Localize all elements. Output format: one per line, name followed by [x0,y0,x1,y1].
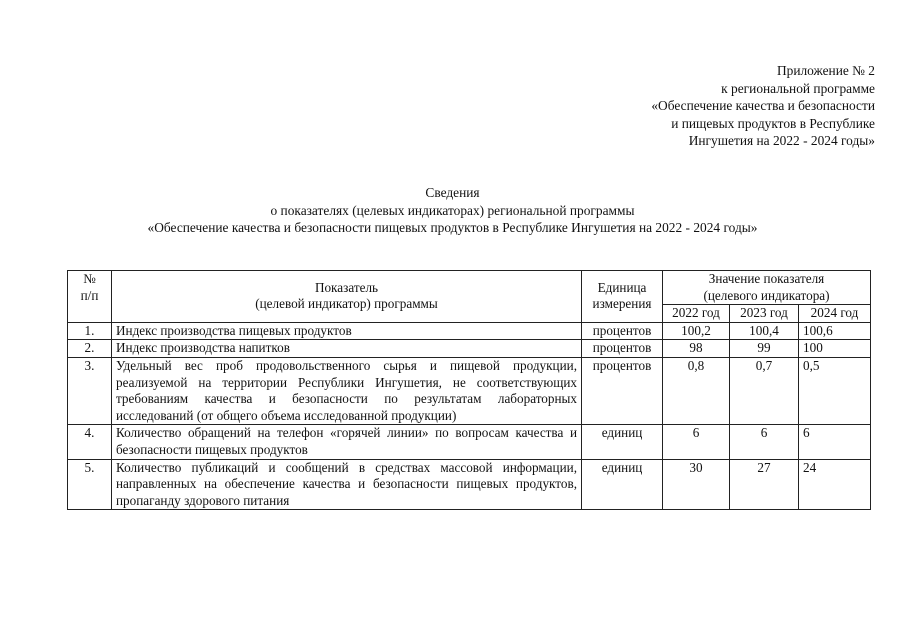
row-value-2023: 100,4 [730,322,799,340]
row-num: 1. [68,322,112,340]
appendix-line: Ингушетия на 2022 - 2024 годы» [688,133,875,149]
row-unit: единиц [582,425,663,459]
row-value-2023: 0,7 [730,357,799,424]
indicators-table [67,270,871,510]
row-indicator: Удельный вес проб продовольственного сырья и пищевой продукции, реализуемой на территории Республики Ингушетия, не соответствующих требованиям качества и безопасности по результатам лабораторных исследований (от общего объема исследованной продукции) [112,357,582,424]
row-num: 5. [68,459,112,510]
row-unit: процентов [582,322,663,340]
row-value-2023: 27 [730,459,799,510]
header-indicator-cell: Показатель (целевой индикатор) программы [112,271,582,323]
row-value-2024: 100,6 [799,322,871,340]
row-value-2022: 30 [663,459,730,510]
row-value-2024: 6 [799,425,871,459]
document-heading [0,184,905,237]
row-unit: процентов [582,357,663,424]
row-num: 2. [68,340,112,358]
row-unit: процентов [582,340,663,358]
table-row [68,459,871,510]
row-num: 3. [68,357,112,424]
row-indicator: Индекс производства пищевых продуктов [112,322,582,340]
header-year-2022: 2022 год [663,305,730,323]
row-value-2024: 0,5 [799,357,871,424]
appendix-line: и пищевых продуктов в Республике [671,115,875,131]
row-value-2023: 99 [730,340,799,358]
table-row [68,357,871,424]
heading-subtitle: о показателях (целевых индикаторах) региональной программы [270,202,635,218]
row-value-2023: 6 [730,425,799,459]
header-year-2024: 2024 год [799,305,871,323]
row-value-2024: 100 [799,340,871,358]
row-value-2024: 24 [799,459,871,510]
header-value-group-cell: Значение показателя (целевого индикатора) [663,271,871,305]
row-indicator: Количество обращений на телефон «горячей линии» по вопросам качества и безопасности пищевых продуктов [112,425,582,459]
table-header-row [68,271,871,305]
table-row [68,322,871,340]
heading-title: Сведения [425,185,480,200]
appendix-line: к региональной программе [721,80,875,96]
appendix-line: «Обеспечение качества и безопасности [651,98,875,114]
row-indicator: Индекс производства напитков [112,340,582,358]
header-unit-cell: Единица измерения [582,271,663,323]
appendix-line: Приложение № 2 [776,63,875,78]
row-num: 4. [68,425,112,459]
row-value-2022: 100,2 [663,322,730,340]
appendix-block [515,62,875,150]
row-value-2022: 0,8 [663,357,730,424]
row-unit: единиц [582,459,663,510]
row-value-2022: 6 [663,425,730,459]
row-value-2022: 98 [663,340,730,358]
header-year-2023: 2023 год [730,305,799,323]
row-indicator: Количество публикаций и сообщений в средствах массовой информации, направленных на обеспечение качества и безопасности пищевых продуктов, пропаганду здорового питания [112,459,582,510]
heading-program: «Обеспечение качества и безопасности пищевых продуктов в Республике Ингушетия на 2022 - 2024 годы» [147,220,758,236]
table-row [68,425,871,459]
header-num-cell: № п/п [68,271,112,323]
table-row [68,340,871,358]
